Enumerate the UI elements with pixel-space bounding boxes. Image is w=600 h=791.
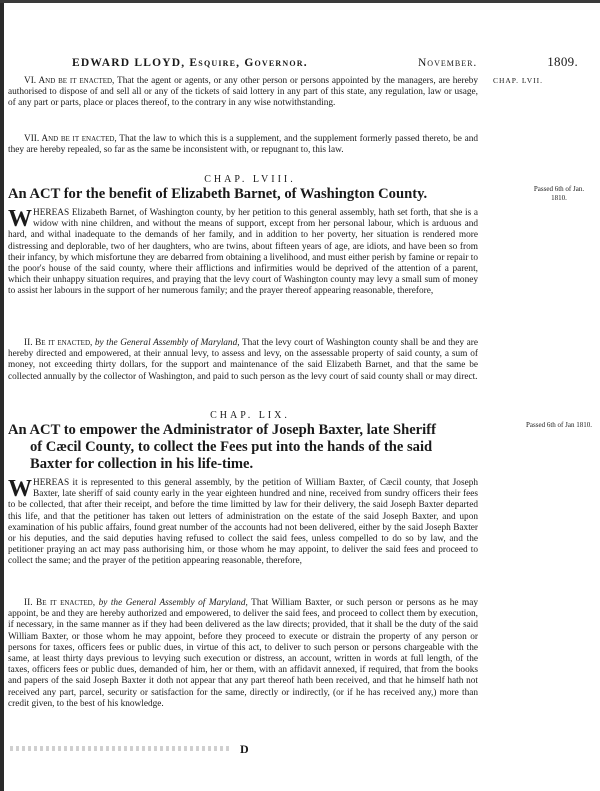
dropcap-w: W bbox=[8, 206, 32, 232]
dropcap-w: W bbox=[8, 476, 32, 502]
running-head-month: November. bbox=[418, 57, 478, 69]
scan-left-edge bbox=[0, 0, 4, 791]
section-vii-label: VII. And be it enacted, bbox=[24, 134, 117, 144]
chap-lix-enactment bbox=[8, 598, 478, 710]
chap-lviii-heading: CHAP. LVIII. bbox=[204, 174, 296, 185]
section-vii-text: That the law to which this is a supplement, and the supplement formerly passed thereto, be and they are hereby repealed, so far as the same be inconsistent with, or repugnant to, this law. bbox=[8, 134, 478, 156]
margin-chap-lvii: CHAP. LVII. bbox=[492, 76, 544, 85]
chap-lviii-preamble-text: HEREAS Elizabeth Barnet, of Washington county, by her petition to this general assembly, hath set forth, that she is a widow with nine children, and without the means of support, except from her personal labour, which is arduous and hard, and withal inadequate to the demands of her family, and in addition to her poverty, her situation is rendered more distressing and deplorable, two of her daughters, who are twins, about fifteen years of age, are idiots, and have been so from their infancy, by which misfortune they are debarred from obtaining a livelihood, and must either perish by famine or repair to the poor's house of the said county, where their afflictions and infirmities would be deprived of the attention of a parent, which their unhappy situation requires, and praying that the levy court of Washington county may levy a small sum of money to assist her labours in the support of her numerous family; and the prayer thereof appearing reasonable, therefore, bbox=[8, 208, 478, 297]
section-vii bbox=[8, 134, 478, 156]
chap-lix-enact-label: II. Be it enacted, bbox=[24, 598, 96, 608]
chap-lviii-enact-text: That the levy court of Washington county shall be and they are hereby directed and empowered, at their annual levy, to assess and levy, on the assessable property of said county, a sum of money, not exceeding thirty dollars, for the support and maintenance of the said Elizabeth Barnet, and that the same be collected annually by the collector of Washington, and paid to such person as the levy court of said county shall or may direct. bbox=[8, 338, 479, 382]
chap-lviii-enact-label: II. Be it enacted, bbox=[24, 338, 93, 348]
running-head-year: 1809. bbox=[547, 54, 578, 69]
signature-mark: D bbox=[240, 742, 249, 756]
section-vi-label: VI. And be it enacted, bbox=[24, 76, 115, 86]
chap-lix-title-line3: Baxter for collection in his life-time. bbox=[30, 456, 254, 472]
chap-lix-title-line1: An ACT to empower the Administrator of Joseph Baxter, late Sheriff bbox=[8, 422, 436, 438]
running-head bbox=[58, 54, 578, 73]
section-vi bbox=[8, 76, 478, 110]
chap-lix-enact-italic: by the General Assembly of Maryland, bbox=[98, 598, 248, 608]
margin-passed-lviii: Passed 6th of Jan. 1810. bbox=[533, 185, 585, 202]
chap-lix-title-line2: of Cæcil County, to collect the Fees put into the hands of the said bbox=[30, 439, 433, 455]
bleed-through-smudge bbox=[10, 746, 230, 751]
chap-lviii-preamble bbox=[8, 208, 478, 298]
chap-lviii-title: An ACT for the benefit of Elizabeth Barnet, of Washington County. bbox=[8, 186, 428, 202]
chap-lix-title bbox=[8, 422, 488, 473]
scan-top-edge bbox=[0, 0, 600, 3]
margin-passed-lix: Passed 6th of Jan 1810. bbox=[526, 421, 592, 429]
chap-lix-preamble bbox=[8, 478, 478, 568]
section-vi-text: That the agent or agents, or any other person or persons appointed by the managers, are hereby authorised to dispose of and sell all or any of the tickets of said lottery in any part of this state, any regulation, law or usage, of any part or parts, place or places thereof, to the contrary in any wise notwithstanding. bbox=[8, 76, 478, 109]
running-head-title: EDWARD LLOYD, Esquire, Governor. bbox=[72, 57, 308, 69]
chap-lviii-enactment bbox=[8, 338, 478, 383]
chap-lix-preamble-text: HEREAS it is represented to this general assembly, by the petition of William Baxter, of Cæcil county, that Joseph Baxter, late sheriff of said county early in the year eighteen hundred and nine, received from sundry officers their fees to be collected, that after their receipt, and before the time limitted by law for their delivery, the said Joseph Baxter departed this life, and that the petitioner has taken out letters of administration on the estate of the said Joseph Baxter, and upon examination of his public affairs, found great number of the accounts had not been delivered, either by the said Joseph Baxter or his deputies, and the said deputies having refused to collect the said fees, unless compelled to do so by law, and the petitioner praying an act may pass authorising him, or those whom he may appoint, to deliver the said fees and proceed to collect the same; and the prayer of the petition appearing reasonable, therefore, bbox=[8, 478, 478, 567]
chap-lix-enact-text: That William Baxter, or such person or persons as he may appoint, be and they are hereby authorized and empowered, to deliver the said fees, and proceed to collect them by execution, if necessary, in the same manner as if they had been delivered as the law directs; provided, that it shall be the duty of the said William Baxter, or those whom he may appoint, before they proceed to execute or distrain the property of any person or persons for taxes, officers fees or public dues, in virtue of this act, to deliver to such person or persons chargeable with the same, at least thirty days previous to levying such execution or distress, an account, written in words at full length, of the taxes, officers fees or public dues, demanded of him, her or them, with an affidavit annexed, if required, that from the books and papers of the said Joseph Baxter it doth not appear that any part thereof hath been received, and that he himself hath not received any part, parcel, security or satisfaction for the same, directly or indirectly, (or if he has received any,) more than credit given, to the best of his knowledge. bbox=[8, 598, 479, 709]
chap-lviii-enact-italic: by the General Assembly of Maryland, bbox=[94, 338, 240, 348]
chap-lix-heading: CHAP. LIX. bbox=[210, 410, 290, 421]
